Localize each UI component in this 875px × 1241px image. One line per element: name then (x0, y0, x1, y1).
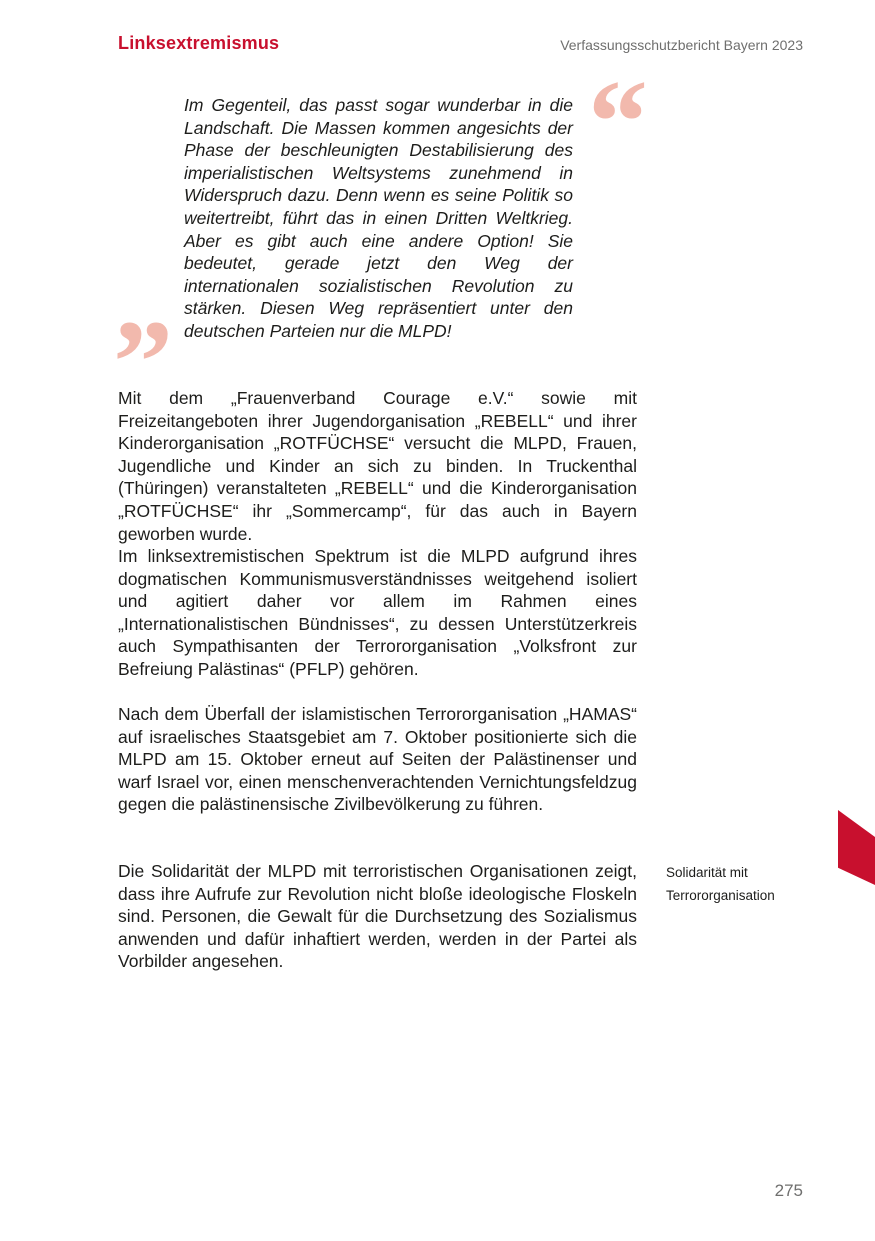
margin-note-line-1: Solidarität mit (666, 865, 748, 880)
close-quote-icon: ” (113, 295, 173, 428)
body-paragraph-1: Mit dem „Frauenverband Courage e.V.“ sowie mit Freizeitangeboten ihrer Jugendorganisation „REBELL“ und ihrer Kinderorganisation „ROTFÜCHSE“ versucht die MLPD, Frauen, Jugendliche und Kinder an sich zu binden. In Truckenthal (Thüringen) veranstalteten „REBELL“ und die Kinderorganisation „ROTFÜCHSE“ ihr „Sommercamp“, für das auch in Bayern geworben wurde. (118, 388, 637, 544)
section-title: Linksextremismus (118, 33, 280, 53)
body-paragraph-3: Nach dem Überfall der islamistischen Terrororganisation „HAMAS“ auf israelisches Staatsgebiet am 7. Oktober positionierte sich die MLPD am 15. Oktober erneut auf Seiten der Palästinenser und warf Israel vor, einen menschenverachtenden Vernichtungsfeldzug gegen die palästinensische Zivilbevölkerung zu führen. (118, 704, 637, 815)
body-paragraph-2: Im linksextremistischen Spektrum ist die MLPD aufgrund ihres dogmatischen Kommunismusverständnisses weitgehend isoliert und agitiert daher vor allem im Rahmen eines „Internationalistischen Bündnisses“, zu dessen Unterstützerkreis auch Sympathisanten der Terrororganisation „Volksfront zur Befreiung Palästinas“ (PFLP) gehören. (118, 546, 637, 679)
report-title: Verfassungsschutzbericht Bayern 2023 (560, 37, 803, 53)
quote-text: Im Gegenteil, das passt sogar wunderbar in die Landschaft. Die Massen kommen angesichts der Phase der beschleunigten Destabilisierung des imperialistischen Weltsystems zunehmend in Widerspruch dazu. Denn wenn es seine Politik so weitertreibt, führt das in einen Dritten Weltkrieg. Aber es gibt auch eine andere Option! Sie bedeutet, gerade jetzt den Weg der internationalen sozialistischen Revolution zu stärken. Diesen Weg repräsentiert unter den deutschen Parteien nur die MLPD! (184, 95, 573, 341)
body-paragraph-4: Die Solidarität der MLPD mit terroristischen Organisationen zeigt, dass ihre Aufrufe zur Revolution nicht bloße ideologische Floskeln sind. Personen, die Gewalt für die Durchsetzung des Sozialismus anwenden und dafür inhaftiert werden, werden in der Partei als Vorbilder angesehen. (118, 861, 637, 972)
open-quote-icon: “ (588, 55, 648, 188)
page-number: 275 (774, 1181, 803, 1200)
margin-note-line-2: Terrororganisation (666, 888, 775, 903)
chapter-tab-marker (838, 810, 875, 885)
margin-note (666, 861, 816, 907)
